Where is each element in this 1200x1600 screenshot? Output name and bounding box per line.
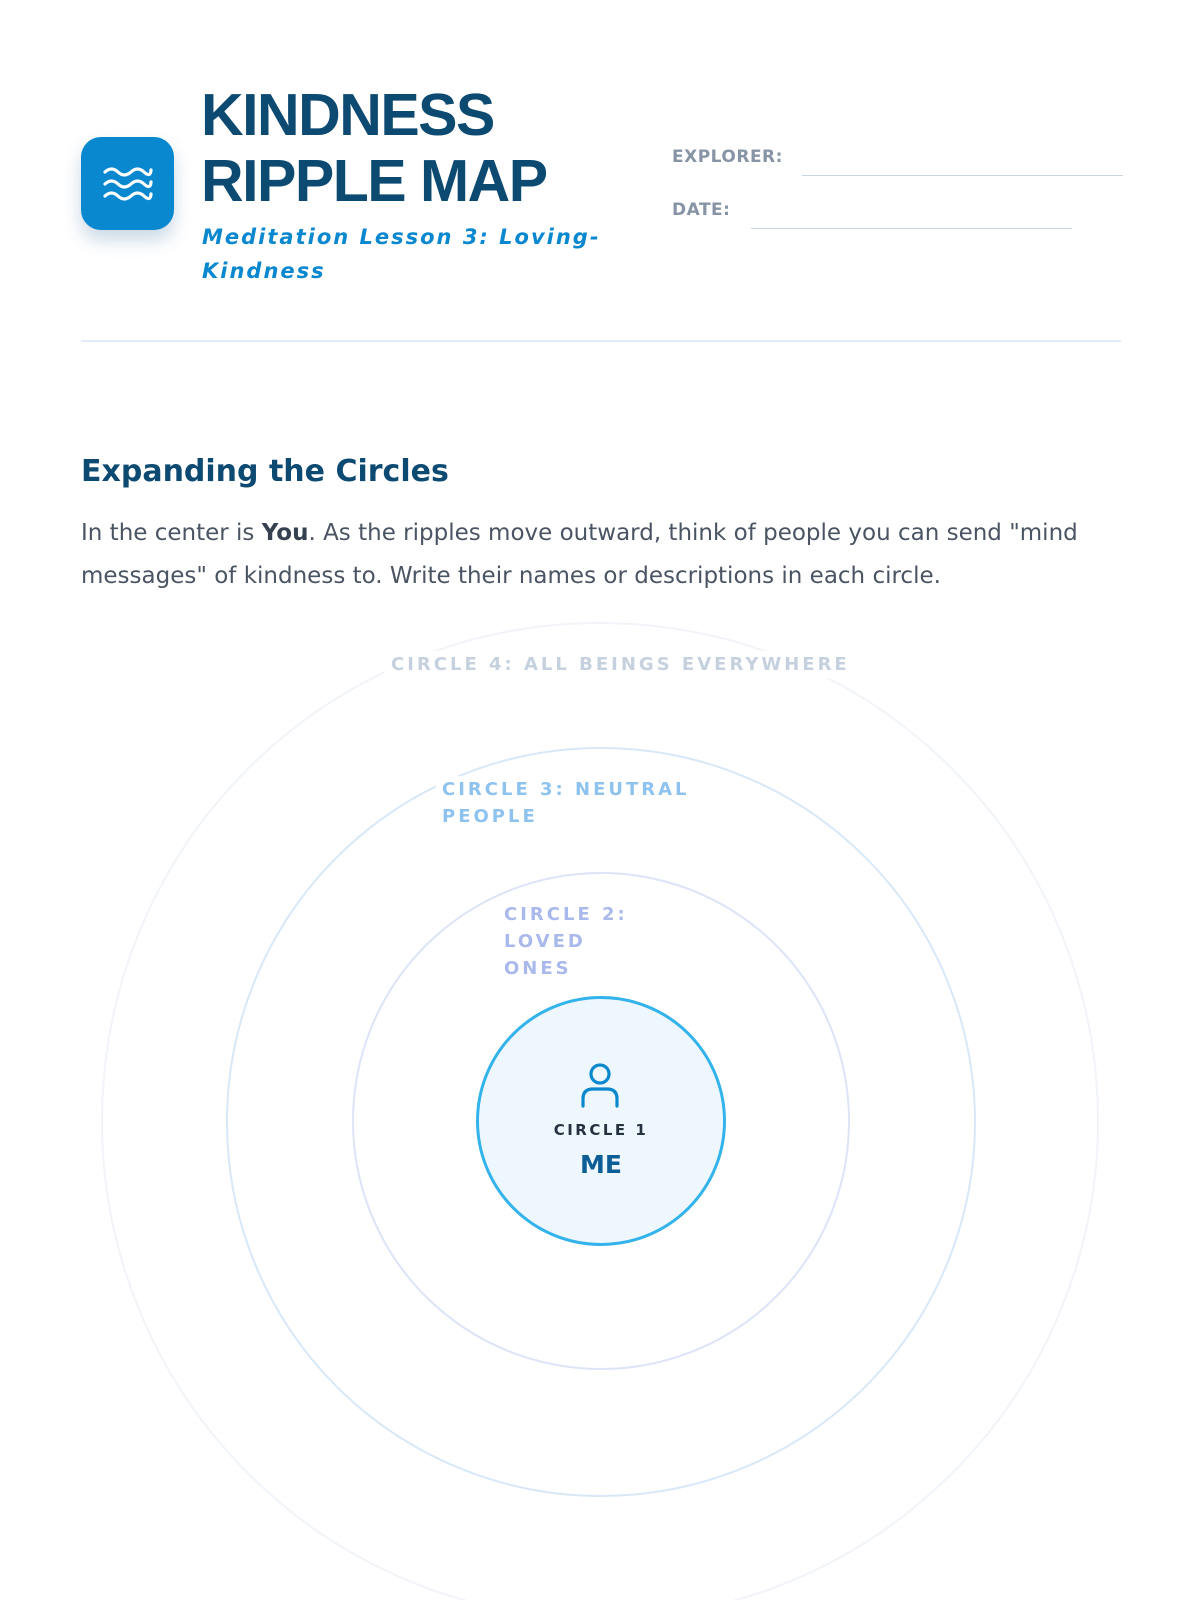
explorer-label: EXPLORER: <box>672 147 783 167</box>
explorer-field[interactable] <box>802 175 1123 176</box>
date-label: DATE: <box>672 200 731 220</box>
title-line-1: KINDNESS <box>201 82 494 148</box>
lesson-subtitle: Meditation Lesson 3: Loving-Kindness <box>202 225 601 283</box>
date-field[interactable] <box>751 228 1072 229</box>
section-heading: Expanding the Circles <box>81 454 449 489</box>
circle-1-name: ME <box>580 1150 622 1179</box>
person-icon <box>580 1063 620 1116</box>
waves-icon <box>81 137 174 230</box>
circle-1-tag: CIRCLE 1 <box>553 1121 649 1139</box>
intro-emphasis: You <box>261 520 309 546</box>
title-line-2: RIPPLE MAP <box>201 148 547 214</box>
circle-2-label: CIRCLE 2: LOVED ONES <box>498 901 668 982</box>
page-title <box>201 82 547 214</box>
intro-text: In the center is You. As the ripples move outward, think of people you can send "mind messages" of kindness to. Write their names or descriptions in each circle. <box>81 520 1078 589</box>
circle-4-label: CIRCLE 4: ALL BEINGS EVERYWHERE <box>385 651 856 678</box>
header-divider <box>81 340 1121 342</box>
circle-3-label: CIRCLE 3: NEUTRAL PEOPLE <box>436 776 706 830</box>
